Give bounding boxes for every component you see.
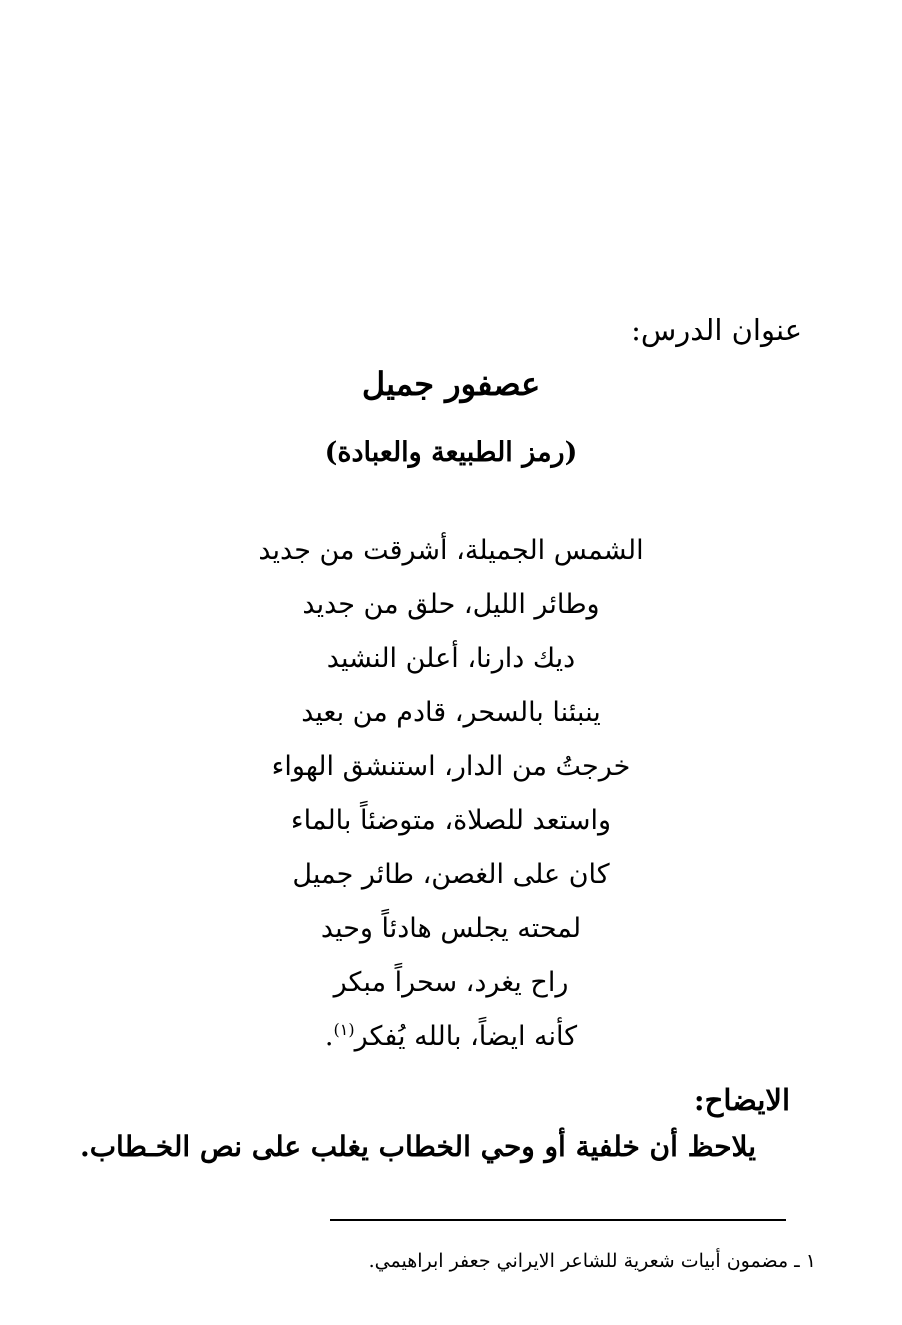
poem-end-punctuation: . — [324, 1021, 334, 1052]
poem-line-10 — [0, 1010, 902, 1064]
footnote-reference: (١) — [333, 1020, 355, 1039]
footnote-text: ١ ـ مضمون أبيات شعرية للشاعر الايراني جعفر ابراهيمي. — [368, 1250, 816, 1272]
poem-line-4: ينبئنا بالسحر، قادم من بعيد — [301, 697, 601, 728]
explanation-heading: الايضاح: — [693, 1083, 790, 1117]
poem-subtitle: (رمز الطبيعة والعبادة) — [324, 437, 578, 468]
poem-line-9: راح يغرد، سحراً مبكر — [333, 967, 569, 998]
poem-body — [0, 524, 902, 1064]
poem-title: عصفور جميل — [361, 365, 541, 403]
poem-line-6: واستعد للصلاة، متوضئاً بالماء — [290, 805, 612, 836]
poem-line-7: كان على الغصن، طائر جميل — [292, 859, 610, 890]
poem-line-8: لمحته يجلس هادئاً وحيد — [320, 913, 582, 944]
poem-line-2: وطائر الليل، حلق من جديد — [302, 589, 600, 620]
poem-line-5: خرجتُ من الدار، استنشق الهواء — [271, 751, 631, 782]
explanation-text: يلاحظ أن خلفية أو وحي الخطاب يغلب على نص الخـطاب. — [79, 1130, 756, 1163]
poem-line-3: ديك دارنا، أعلن النشيد — [326, 643, 576, 674]
lesson-title-label: عنوان الدرس: — [631, 313, 802, 347]
poem-line-10-text: كأنه ايضاً، بالله يُفكر — [354, 1021, 578, 1052]
footnote-divider — [330, 1219, 786, 1221]
poem-line-1: الشمس الجميلة، أشرقت من جديد — [258, 535, 644, 566]
